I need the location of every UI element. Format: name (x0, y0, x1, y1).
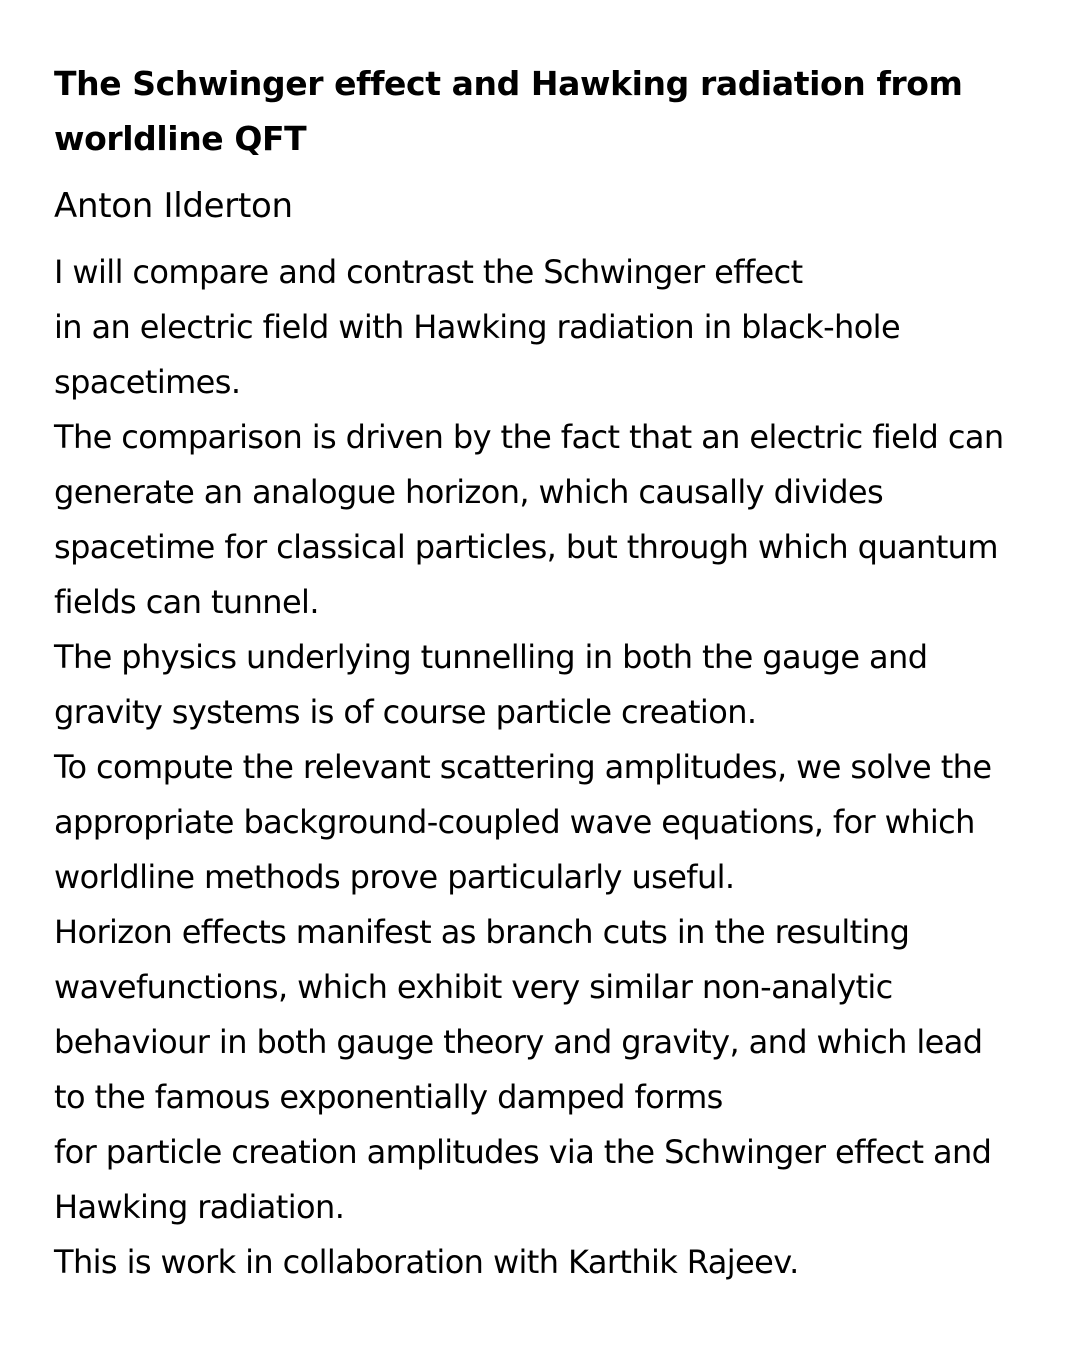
abstract-line: behaviour in both gauge theory and gravity, and which lead (54, 1023, 983, 1061)
document-page (54, 56, 1064, 1290)
abstract-line: to the famous exponentially damped forms (54, 1078, 723, 1116)
abstract-line: I will compare and contrast the Schwinger effect (54, 253, 803, 291)
abstract-line: in an electric field with Hawking radiation in black-hole (54, 308, 901, 346)
abstract-line: The physics underlying tunnelling in both the gauge and (54, 638, 928, 676)
abstract-line: spacetimes. (54, 363, 241, 401)
title-line: worldline QFT (54, 119, 307, 158)
abstract-line: worldline methods prove particularly useful. (54, 858, 735, 896)
abstract-line: To compute the relevant scattering amplitudes, we solve the (54, 748, 992, 786)
abstract-line: The comparison is driven by the fact that an electric field can (54, 418, 1004, 456)
abstract-text (54, 245, 1064, 1290)
abstract-line: appropriate background-coupled wave equations, for which (54, 803, 975, 841)
abstract-line: This is work in collaboration with Karthik Rajeev. (54, 1243, 799, 1281)
title-line: The Schwinger effect and Hawking radiation from (54, 64, 963, 103)
abstract-line: generate an analogue horizon, which causally divides (54, 473, 884, 511)
abstract-line: fields can tunnel. (54, 583, 319, 621)
abstract-line: wavefunctions, which exhibit very similar non-analytic (54, 968, 893, 1006)
abstract-line: for particle creation amplitudes via the Schwinger effect and (54, 1133, 992, 1171)
abstract-line: Horizon effects manifest as branch cuts in the resulting (54, 913, 910, 951)
abstract-line: spacetime for classical particles, but through which quantum (54, 528, 998, 566)
abstract-line: gravity systems is of course particle creation. (54, 693, 757, 731)
author-name: Anton Ilderton (54, 186, 293, 226)
paper-title (54, 56, 1064, 166)
abstract-line: Hawking radiation. (54, 1188, 345, 1226)
